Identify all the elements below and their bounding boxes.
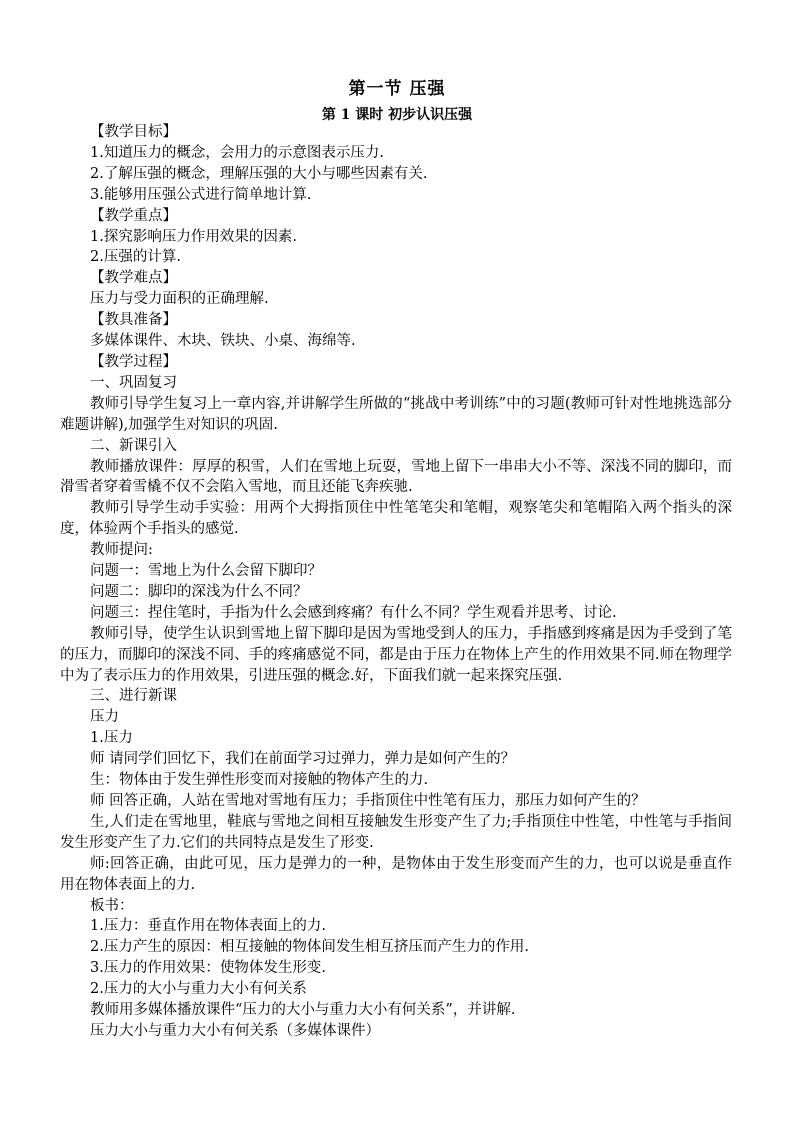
text-line: 1.压力 xyxy=(90,730,133,747)
text-line: 问题一：雪地上为什么会留下脚印？ xyxy=(90,563,322,580)
text-line: 【教学重点】 xyxy=(90,207,177,224)
text-line: 一、巩固复习 xyxy=(90,374,177,391)
text-line: 三、进行新课 xyxy=(90,688,177,705)
text-line: 师 请同学们回忆下，我们在前面学习过弹力，弹力是如何产生的？ xyxy=(90,751,516,768)
paragraph: 教师引导学生动手实验：用两个大拇指顶住中性笔笔尖和笔帽，观察笔尖和笔帽陷入两个指头的深度，体验两个手指头的感觉. xyxy=(60,500,732,538)
text-line: 教师提问: xyxy=(90,542,153,559)
text-line: 1.知道压力的概念，会用力的示意图表示压力. xyxy=(90,144,384,161)
text-line: 3.能够用压强公式进行简单地计算. xyxy=(90,186,312,203)
text-line: 问题三：捏住笔时，手指为什么会感到疼痛？有什么不同？学生观看并思考、讨论. xyxy=(90,604,617,621)
text-line: 【教学目标】 xyxy=(90,124,177,140)
paragraph: 教师引导学生复习上一章内容,并讲解学生所做的“挑战中考训练”中的习题(教师可针对性地挑选部分难题讲解),加强学生对知识的巩固. xyxy=(60,395,732,433)
paragraph: 教师播放课件：厚厚的积雪，人们在雪地上玩耍，雪地上留下一串串大小不等、深浅不同的脚印，而滑雪者穿着雪橇不仅不会陷入雪地，而且还能飞奔疾驰. xyxy=(60,458,732,496)
text-line: 2.压力产生的原因：相互接触的物体间发生相互挤压而产生力的作用. xyxy=(90,939,529,956)
document-title: 第一节 压强 xyxy=(348,79,446,99)
text-line: 2.了解压强的概念，理解压强的大小与哪些因素有关. xyxy=(90,165,428,182)
paragraph: 师:回答正确，由此可见，压力是弹力的一种，是物体由于发生形变而产生的力，也可以说是垂直作用在物体表面上的力. xyxy=(60,855,732,893)
text-line: 教师用多媒体播放课件“压力的大小与重力大小有何关系”，并讲解. xyxy=(90,1002,516,1019)
text-line: 【教学难点】 xyxy=(90,270,177,287)
text-line: 1.探究影响压力作用效果的因素. xyxy=(90,228,297,245)
text-line: 3.压力的作用效果：使物体发生形变. xyxy=(90,960,326,977)
text-line: 2.压力的大小与重力大小有何关系 xyxy=(90,981,307,998)
text-line: 压力与受力面积的正确理解. xyxy=(90,291,269,308)
paragraph: 生,人们走在雪地里，鞋底与雪地之间相互接触发生形变产生了力;手指顶住中性笔，中性笔与手指间发生形变产生了力.它们的共同特点是发生了形变. xyxy=(60,813,732,851)
document-subtitle: 第 1 课时 初步认识压强 xyxy=(321,107,473,123)
text-line: 【教学过程】 xyxy=(90,353,177,370)
text-line: 压力大小与重力大小有何关系（多媒体课件） xyxy=(90,1022,380,1039)
document-body xyxy=(60,122,732,1042)
text-line: 【教具准备】 xyxy=(90,312,177,329)
text-line: 多媒体课件、木块、铁块、小桌、海绵等. xyxy=(90,333,356,350)
text-line: 师 回答正确，人站在雪地对雪地有压力；手指顶住中性笔有压力，那压力如何产生的？ xyxy=(90,793,646,809)
text-line: 问题二：脚印的深浅为什么不同？ xyxy=(90,583,308,600)
text-line: 二、新课引入 xyxy=(90,437,177,454)
paragraph: 教师引导，使学生认识到雪地上留下脚印是因为雪地受到人的压力，手指感到疼痛是因为手受到了笔的压力，而脚印的深浅不同、手的疼痛感觉不同，都是由于压力在物体上产生的作用效果不同.师在物理学中为了表示压力的作用效果，引进压强的概念.好，下面我们就一起来探究压强. xyxy=(60,625,732,684)
text-line: 1.压力：垂直作用在物体表面上的力. xyxy=(90,918,326,935)
text-line: 2.压强的计算. xyxy=(90,249,181,266)
text-line: 生：物体由于发生弹性形变而对接触的物体产生的力. xyxy=(90,772,429,789)
text-line: 板书： xyxy=(90,897,134,914)
text-line: 压力 xyxy=(90,709,119,726)
